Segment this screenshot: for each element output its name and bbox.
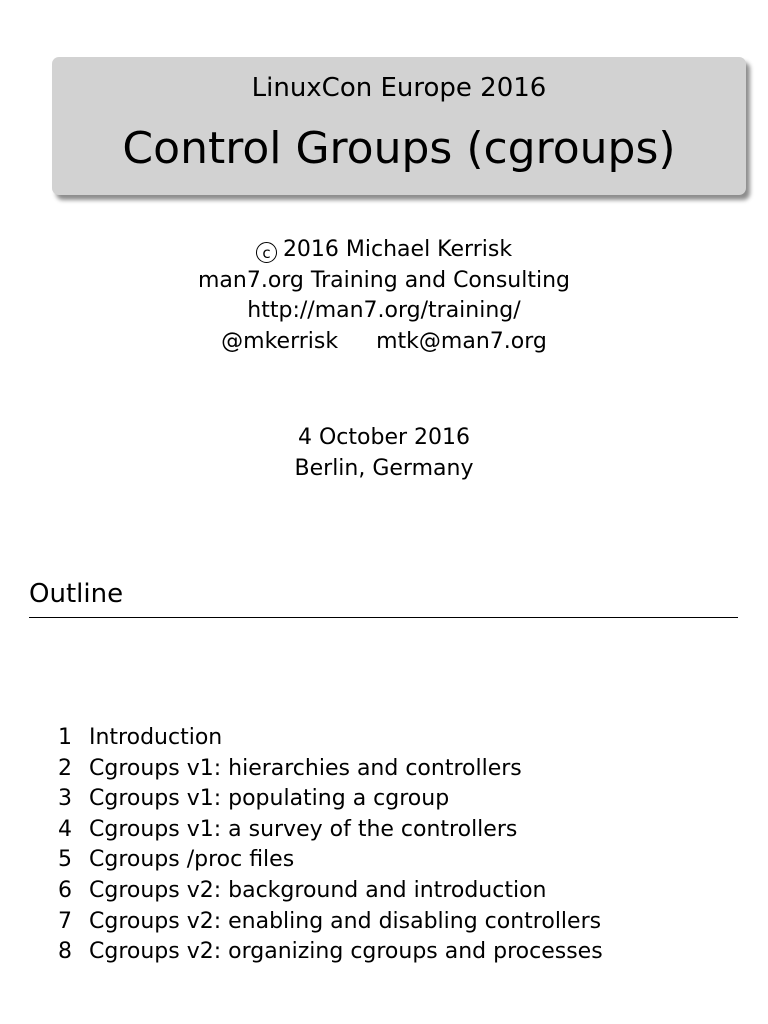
- organization: man7.org Training and Consulting: [197, 267, 571, 293]
- outline-item[interactable]: [58, 723, 603, 754]
- outline-item-number: 7: [58, 908, 72, 934]
- event-location: Berlin, Germany: [294, 455, 474, 481]
- copyright-icon: c: [256, 242, 277, 263]
- contact-line: [0, 327, 768, 358]
- outline-heading: Outline: [29, 579, 124, 609]
- outline-item-label: Cgroups v2: organizing cgroups and processes: [89, 939, 603, 965]
- event-date: 4 October 2016: [297, 425, 470, 450]
- outline-item[interactable]: [58, 815, 603, 846]
- training-url[interactable]: http://man7.org/training/: [247, 298, 521, 323]
- outline-item-number: 4: [58, 816, 72, 842]
- outline-item-label: Cgroups v1: a survey of the controllers: [89, 816, 518, 842]
- outline-item-number: 3: [58, 786, 72, 812]
- outline-list: [58, 723, 603, 968]
- copyright-line: [0, 235, 768, 266]
- twitter-handle[interactable]: @mkerrisk: [221, 328, 339, 354]
- outline-item-number: 8: [58, 939, 72, 965]
- copyright-text: 2016 Michael Kerrisk: [282, 237, 513, 262]
- outline-item-label: Cgroups v2: enabling and disabling controllers: [89, 908, 602, 934]
- outline-item-label: Cgroups v1: populating a cgroup: [89, 786, 450, 812]
- outline-item-label: Introduction: [89, 725, 223, 750]
- outline-item[interactable]: [58, 784, 603, 815]
- outline-item[interactable]: [58, 754, 603, 785]
- outline-item-number: 6: [58, 877, 72, 903]
- title-box: [52, 57, 746, 195]
- email-address[interactable]: mtk@man7.org: [376, 328, 547, 354]
- outline-item-label: Cgroups /proc files: [89, 847, 295, 873]
- event-info: [0, 423, 768, 484]
- outline-item[interactable]: [58, 937, 603, 968]
- outline-item-number: 2: [58, 755, 72, 781]
- outline-item-label: Cgroups v1: hierarchies and controllers: [89, 755, 522, 781]
- outline-divider: [29, 617, 738, 618]
- outline-item[interactable]: [58, 907, 603, 938]
- event-name: LinuxCon Europe 2016: [251, 73, 547, 103]
- presentation-title: Control Groups (cgroups): [122, 123, 676, 174]
- outline-item-number: 1: [58, 725, 72, 750]
- author-block: [0, 235, 768, 357]
- outline-item-label: Cgroups v2: background and introduction: [89, 877, 547, 903]
- outline-item-number: 5: [58, 847, 72, 873]
- outline-item[interactable]: [58, 845, 603, 876]
- outline-item[interactable]: [58, 876, 603, 907]
